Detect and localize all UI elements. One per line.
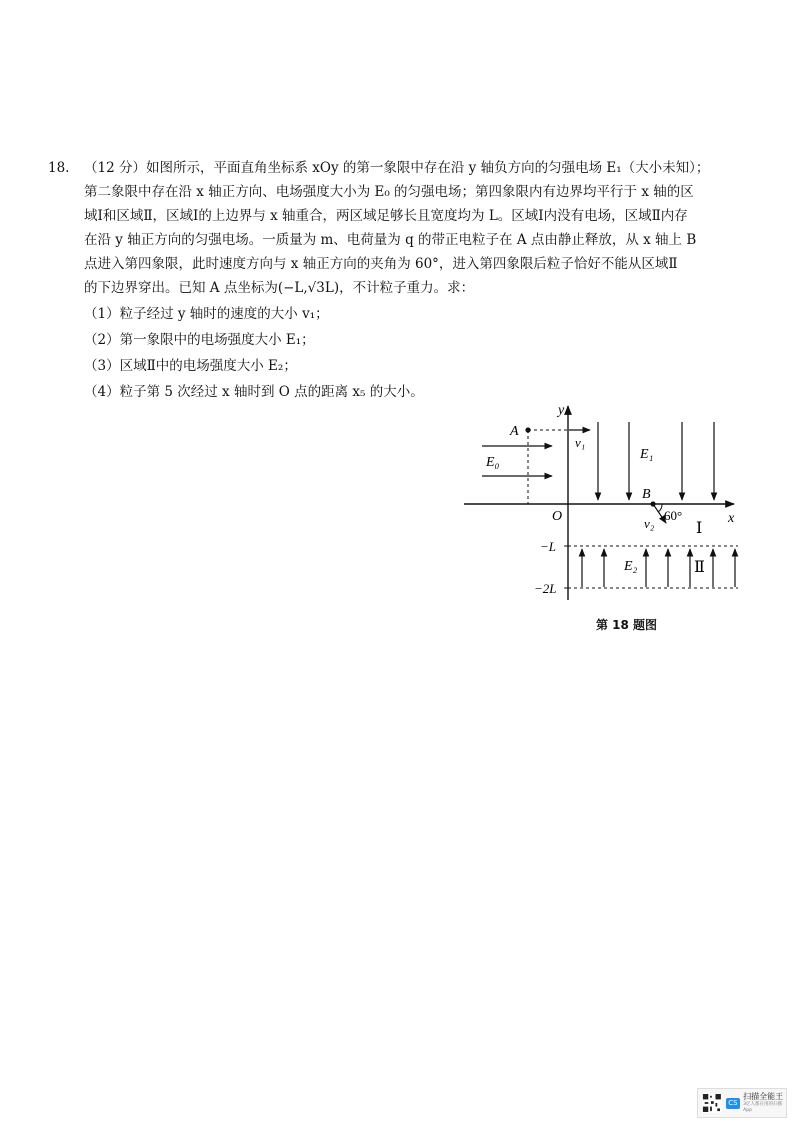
qr-code-icon (702, 1092, 722, 1114)
label-minus-l: −L (540, 539, 557, 554)
question-1: （1）粒子经过 y 轴时的速度的大小 v₁； (84, 306, 329, 322)
problem-stem-line-5: 点进入第四象限，此时速度方向与 x 轴正方向的夹角为 60°，进入第四象限后粒子恰好不能从区域Ⅱ (84, 256, 678, 272)
label-e0: E₀ (486, 455, 500, 470)
label-y-axis: y (558, 403, 565, 418)
problem-stem-line-1 (48, 156, 758, 180)
label-v1: v₁ (575, 435, 586, 450)
question-4: （4）粒子第 5 次经过 x 轴时到 O 点的距离 x₅ 的大小。 (84, 384, 424, 400)
label-v2: v₂ (644, 516, 655, 531)
problem-stem-line-3: 域Ⅰ和区域Ⅱ，区域Ⅰ的上边界与 x 轴重合，两区域足够长且宽度均为 L。区域Ⅰ内没有电场，区域Ⅱ内存 (84, 208, 688, 224)
label-e2: E₂ (624, 559, 638, 574)
scanner-texts (743, 1092, 786, 1114)
problem-stem-line-6: 的下边界穿出。已知 A 点坐标为(−L,√3L)，不计粒子重力。求： (84, 280, 475, 296)
cs-logo-badge: CS (726, 1098, 740, 1109)
problem-18 (48, 156, 758, 404)
scanner-watermark (697, 1088, 787, 1118)
label-a: A (510, 424, 519, 439)
problem-number: 18. (48, 160, 70, 176)
scanner-app-name: 扫描全能王 (743, 1092, 784, 1101)
label-minus-2l: −2L (534, 581, 557, 596)
label-angle: 60° (664, 508, 683, 523)
stem-text-1: （12 分）如图所示，平面直角坐标系 xOy 的第一象限中存在沿 y 轴负方向的匀强电场 E₁（大小未知）； (84, 160, 710, 176)
question-2: （2）第一象限中的电场强度大小 E₁； (84, 332, 315, 348)
field-diagram (458, 400, 748, 635)
label-b: B (642, 487, 651, 502)
label-origin: O (552, 509, 563, 524)
angle-arc (658, 504, 662, 512)
problem-stem-line-4: 在沿 y 轴正方向的匀强电场。一质量为 m、电荷量为 q 的带正电粒子在 A 点由静止释放，从 x 轴上 B (84, 232, 697, 248)
scanner-tagline: 3亿人都在用的扫描App (743, 1102, 783, 1113)
label-region-1: Ⅰ (696, 520, 703, 537)
problem-stem-line-2: 第二象限中存在沿 x 轴正方向、电场强度大小为 E₀ 的匀强电场；第四象限内有边界均平行于 x 轴的区 (84, 184, 694, 200)
label-x-axis: x (728, 511, 735, 526)
figure-18 (458, 400, 748, 635)
point-a-dot (525, 427, 530, 432)
label-e1: E₁ (640, 447, 654, 462)
figure-caption: 第 18 题图 (596, 618, 658, 632)
label-region-2: Ⅱ (694, 559, 705, 576)
question-3: （3）区域Ⅱ中的电场强度大小 E₂； (84, 358, 297, 374)
